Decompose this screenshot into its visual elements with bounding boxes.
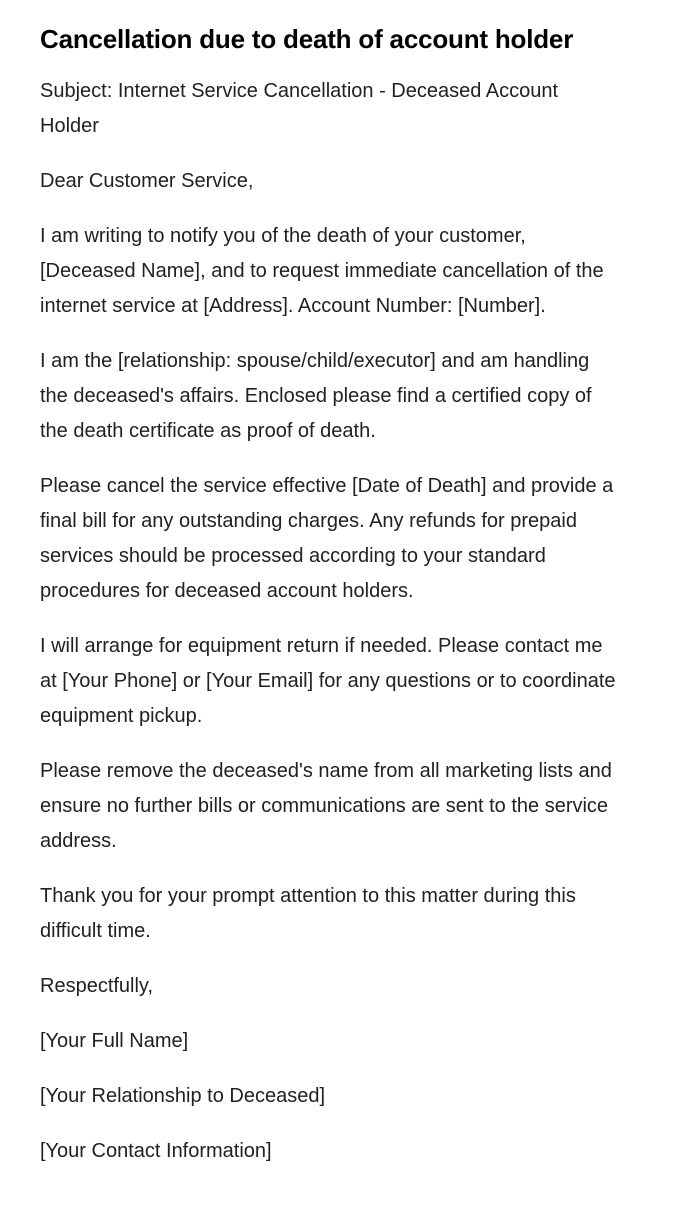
signature-placeholder-relationship: [Your Relationship to Deceased] — [40, 1085, 325, 1107]
closing: Respectfully, — [40, 975, 154, 997]
subject-line: Subject: Internet Service Cancellation - Deceased Account Holder — [40, 80, 559, 137]
salutation: Dear Customer Service, — [40, 170, 254, 192]
signature-placeholder-contact: [Your Contact Information] — [40, 1140, 272, 1162]
body-paragraph-notification: I am writing to notify you of the death of your customer, [Deceased Name], and to request immediate cancellation of the internet service at [Address]. Account Number: [Number]. — [40, 225, 604, 317]
body-paragraph-thank-you: Thank you for your prompt attention to this matter during this difficult time. — [40, 885, 576, 942]
body-paragraph-cancellation-request: Please cancel the service effective [Date of Death] and provide a final bill for any outstanding charges. Any refunds for prepaid services should be processed according to your standard procedures for deceased account holders. — [40, 475, 614, 602]
body-paragraph-equipment-return: I will arrange for equipment return if needed. Please contact me at [Your Phone] or [Your Email] for any questions or to coordinate equipment pickup. — [40, 635, 616, 727]
body-paragraph-relationship: I am the [relationship: spouse/child/executor] and am handling the deceased's affairs. Enclosed please find a certified copy of the death certificate as proof of death. — [40, 350, 592, 442]
page-title: Cancellation due to death of account holder — [40, 24, 574, 54]
signature-placeholder-name: [Your Full Name] — [40, 1030, 189, 1052]
body-paragraph-marketing-removal: Please remove the deceased's name from all marketing lists and ensure no further bills or communications are sent to the service address. — [40, 760, 612, 852]
